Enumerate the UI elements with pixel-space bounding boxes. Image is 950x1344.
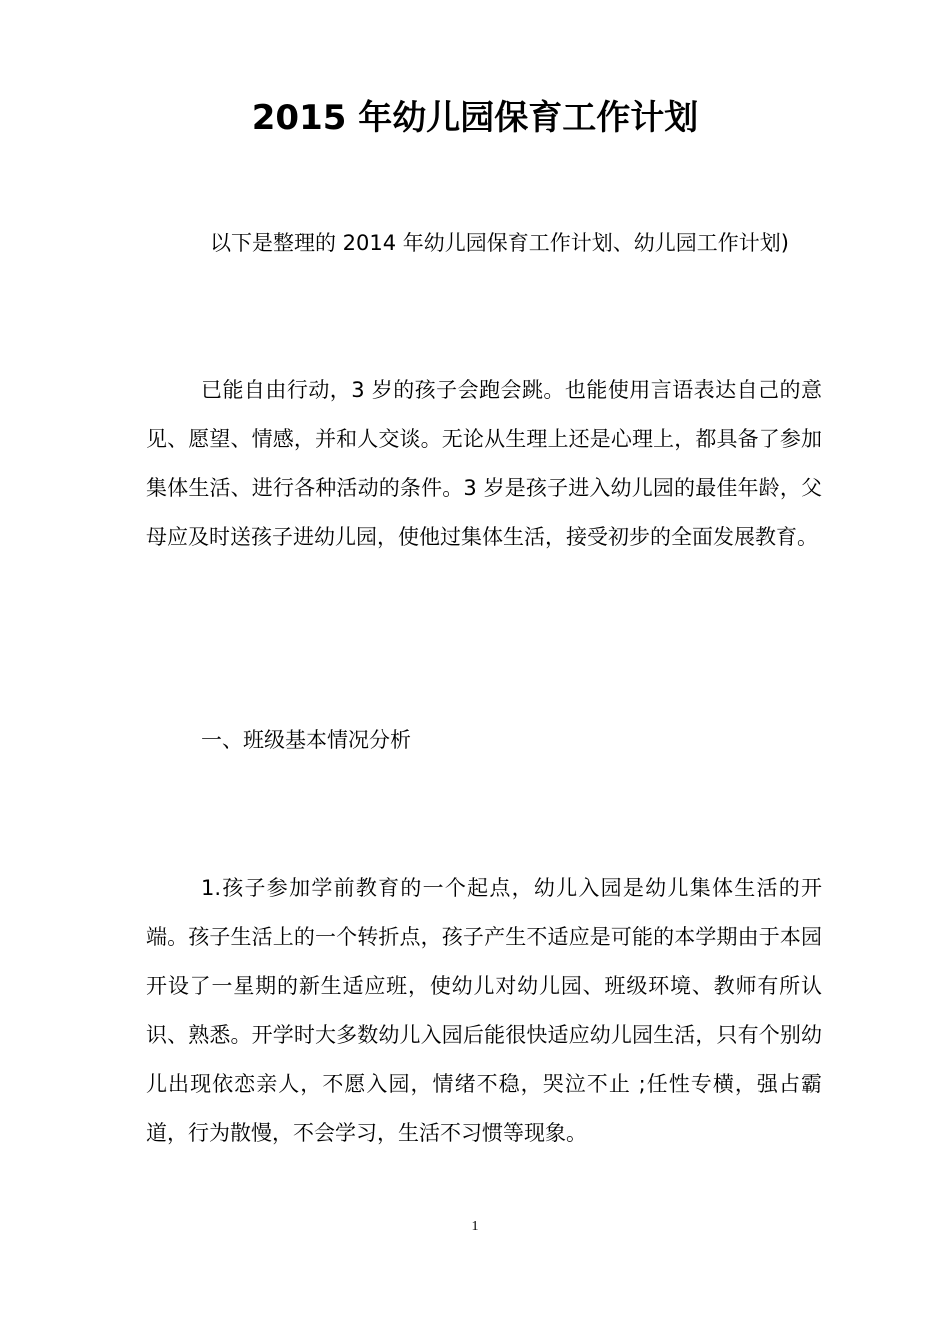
document-title: 2015 年幼儿园保育工作计划 bbox=[251, 98, 699, 138]
page-number: 1 bbox=[471, 1219, 479, 1234]
paragraph-intro: 已能自由行动，3 岁的孩子会跑会跳。也能使用言语表达自己的意见、愿望、情感，并和人交谈。无论从生理上还是心理上，都具备了参加集体生活、进行各种活动的条件。3 岁是孩子进入幼儿园的最佳年龄，父母应及时送孩子进幼儿园，使他过集体生活，接受初步的全面发展教育。 bbox=[146, 378, 822, 549]
paragraph-class-analysis: 1.孩子参加学前教育的一个起点，幼儿入园是幼儿集体生活的开端。孩子生活上的一个转折点，孩子产生不适应是可能的本学期由于本园开设了一星期的新生适应班，使幼儿对幼儿园、班级环境、教师有所认识、熟悉。开学时大多数幼儿入园后能很快适应幼儿园生活，只有个别幼儿出现依恋亲人，不愿入园，情绪不稳，哭泣不止 ;任性专横，强占霸道，行为散慢，不会学习，生活不习惯等现象。 bbox=[146, 876, 822, 1145]
section-heading: 一、班级基本情况分析 bbox=[201, 728, 411, 752]
document-subtitle: 以下是整理的 2014 年幼儿园保育工作计划、幼儿园工作计划) bbox=[210, 231, 789, 255]
